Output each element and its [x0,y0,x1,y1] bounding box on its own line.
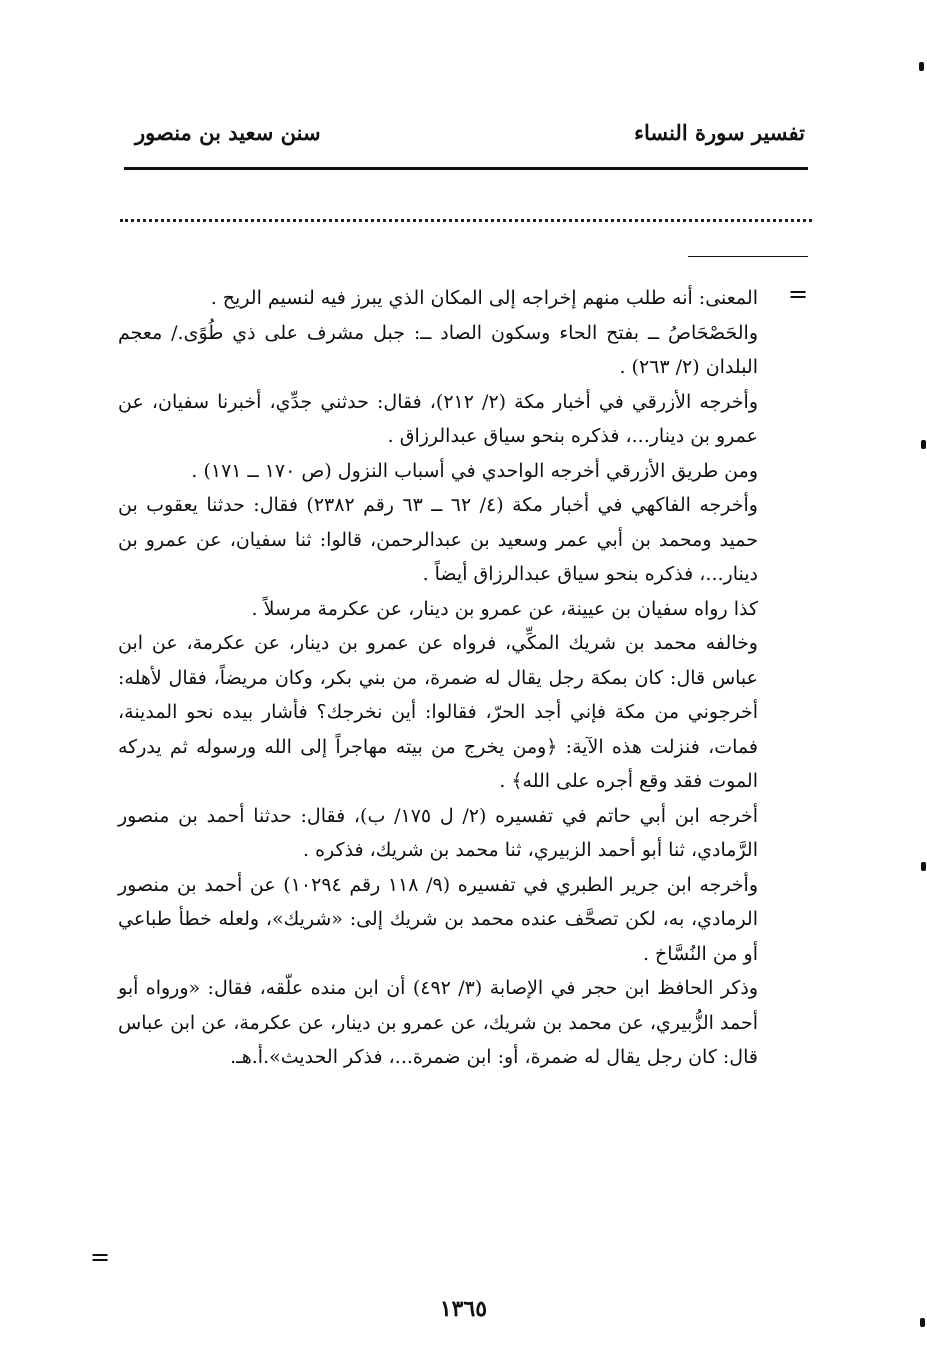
paragraph: وذكر الحافظ ابن حجر في الإصابة (٣/ ٤٩٢) أن ابن منده علّقه، فقال: «ورواه أبو أحمد الزُّبيري، عن محمد بن شريك، عن عمرو بن دينار، عن عكرمة، عن ابن عباس قال: كان رجل يقال له ضمرة، أو: ابن ضمرة...، فذكر الحديث».أ.هـ. [118,977,758,1068]
paragraph: وخالفه محمد بن شريك المكِّي، فرواه عن عمرو بن دينار، عن عكرمة، عن ابن عباس قال: كان بمكة رجل يقال له ضمرة، من بني بكر، وكان مريضاً، فقال لأهله: أخرجوني من مكة فإني أجد الحرّ، فقالوا: أين نخرجك؟ فأشار بيده نحو المدينة، فمات، فنزلت هذه الآية: ﴿ومن يخرج من بيته مهاجراً إلى الله ورسوله ثم يدركه الموت فقد وقع أجره على الله﴾ . [118,632,758,792]
footnote-body [118,281,758,1075]
paragraph: كذا رواه سفيان بن عيينة، عن عمرو بن دينار، عن عكرمة مرسلاً . [251,597,758,620]
paragraph: وأخرجه الفاكهي في أخبار مكة (٤/ ٦٢ ــ ٦٣ رقم ٢٣٨٢) فقال: حدثنا يعقوب بن حميد ومحمد بن أبي عمر وسعيد بن عبدالرحمن، قالوا: ثنا سفيان، عن عمرو بن دينار...، فذكره بنحو سياق عبدالرزاق أيضاً . [118,494,758,585]
footnote-rule [688,256,808,257]
paragraph: ومن طريق الأزرقي أخرجه الواحدي في أسباب النزول (ص ١٧٠ ــ ١٧١) . [191,459,758,482]
continuation-mark-bottom: = [90,1243,111,1271]
paragraph: وأخرجه الأزرقي في أخبار مكة (٢/ ٢١٢)، فقال: حدثني جدِّي، أخبرنا سفيان، عن عمرو بن دينار...، فذكره بنحو سياق عبدالرزاق . [118,390,758,447]
scan-edge-mark [919,62,924,71]
header-rule [124,167,808,170]
paragraph: وأخرجه ابن جرير الطبري في تفسيره (٩/ ١١٨ رقم ١٠٢٩٤) عن أحمد بن منصور الرمادي، به، لكن تصحَّف عنده محمد بن شريك إلى: «شريك»، ولعله خطأ طباعي أو من النُسَّاخ . [118,873,758,965]
running-header-chapter: تفسير سورة النساء [634,120,805,145]
paragraph: المعنى: أنه طلب منهم إخراجه إلى المكان الذي يبرز فيه لنسيم الريح . [210,287,758,309]
paragraph: أخرجه ابن أبي حاتم في تفسيره (٢/ ل ١٧٥/ ب)، فقال: حدثنا أحمد بن منصور الرَّمادي، ثنا أبو أحمد الزبيري، ثنا محمد بن شريك، فذكره . [118,804,758,861]
continuation-mark-top: = [788,280,809,308]
dotted-separator [120,219,812,222]
scan-edge-mark [920,1318,925,1327]
paragraph: والحَصْحَاصُ ــ بفتح الحاء وسكون الصاد ــ: جبل مشرف على ذي طُوًى./ معجم البلدان (٢/ ٢٦٣) . [118,321,758,378]
scan-edge-mark [921,440,926,449]
page-number: ١٣٦٥ [439,1296,488,1322]
scan-edge-mark [921,862,926,871]
running-header-book: سنن سعيد بن منصور [135,120,321,145]
